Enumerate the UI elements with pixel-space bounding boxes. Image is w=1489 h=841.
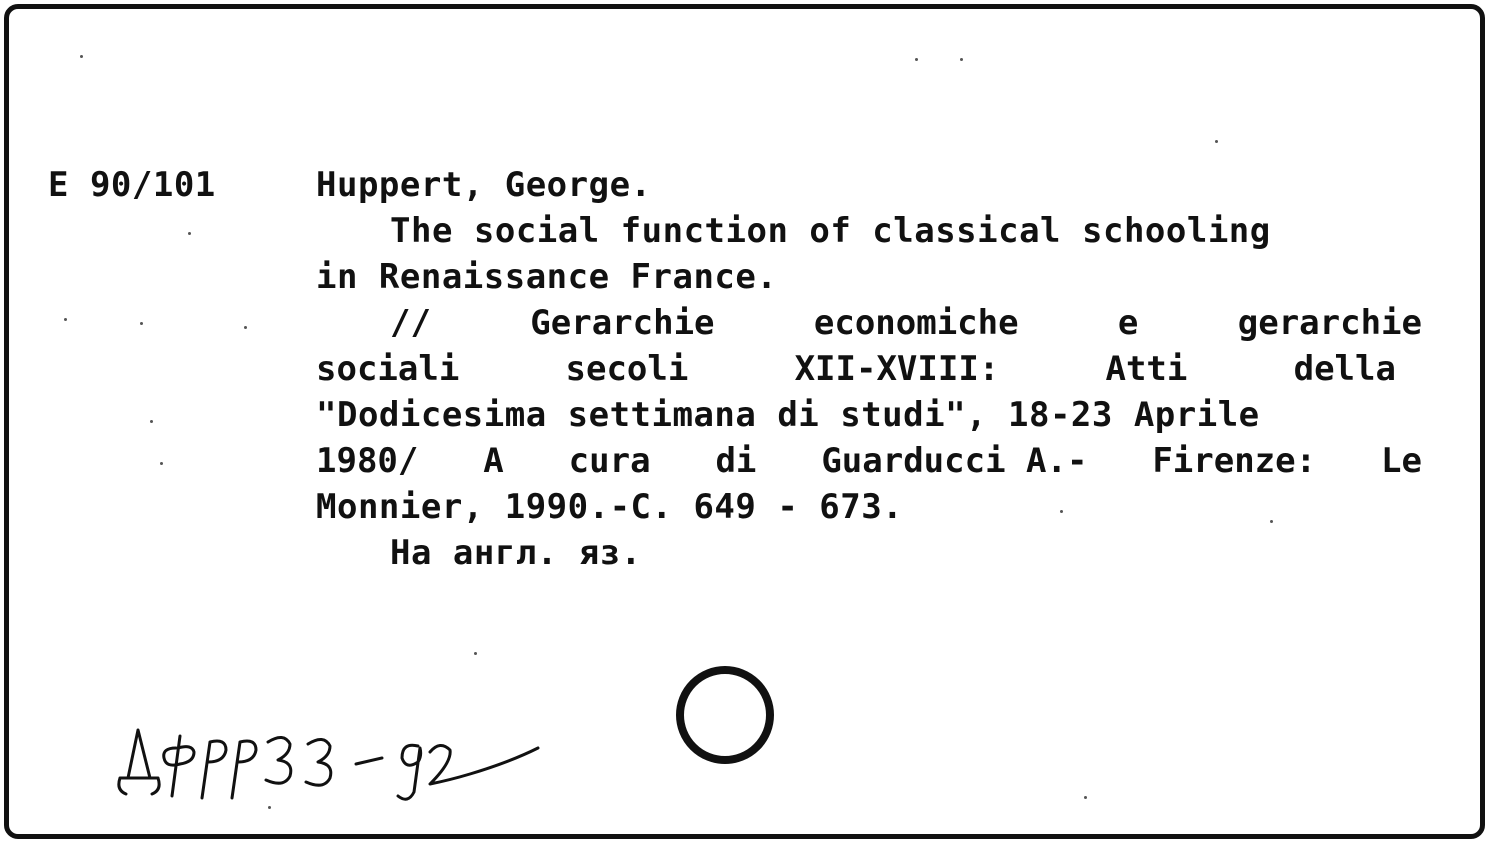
source-word: Guarducci A.- — [821, 441, 1088, 481]
source-line-3: "Dodicesima settimana di studi", 18-23 Aprile — [316, 395, 1260, 435]
scan-speck — [268, 806, 271, 809]
language-note: На англ. яз. — [390, 533, 642, 573]
punch-hole — [676, 666, 774, 764]
source-word: Atti — [1105, 349, 1188, 389]
source-word: della — [1293, 349, 1396, 389]
source-word: gerarchie — [1237, 303, 1422, 343]
scan-speck — [960, 58, 963, 61]
source-word: 1980/ — [316, 441, 419, 481]
scan-speck — [160, 462, 163, 465]
title-line-2: in Renaissance France. — [316, 257, 778, 297]
source-line-4 — [316, 438, 1422, 484]
scan-speck — [188, 232, 191, 235]
source-word: Gerarchie — [530, 303, 715, 343]
source-word: cura — [568, 441, 651, 481]
source-word: A — [483, 441, 504, 481]
shelfmark: E 90/101 — [48, 165, 216, 205]
scan-speck — [64, 318, 67, 321]
author: Huppert, George. — [316, 165, 652, 205]
source-word: sociali — [316, 349, 460, 389]
source-line-1 — [390, 300, 1422, 346]
scan-speck — [1270, 520, 1273, 523]
title-line-1: The social function of classical schooling — [390, 211, 1271, 251]
source-word: e — [1117, 303, 1139, 343]
scan-speck — [244, 326, 247, 329]
scan-speck — [474, 652, 477, 655]
scan-speck — [1084, 796, 1087, 799]
scan-speck — [150, 420, 153, 423]
source-word: di — [715, 441, 757, 481]
source-word: economiche — [813, 303, 1019, 343]
scan-speck — [1060, 510, 1063, 513]
source-word: // — [390, 303, 431, 343]
scan-speck — [140, 322, 143, 325]
source-word: Le — [1381, 441, 1422, 481]
scan-speck — [80, 55, 83, 58]
source-line-2 — [316, 346, 1396, 392]
scan-speck — [1215, 140, 1218, 143]
handwritten-code — [110, 718, 550, 818]
source-line-5: Monnier, 1990.-C. 649 - 673. — [316, 487, 904, 527]
scan-speck — [915, 58, 918, 61]
source-word: Firenze: — [1152, 441, 1317, 481]
source-word: XII-XVIII: — [794, 349, 1000, 389]
source-word: secoli — [565, 349, 689, 389]
